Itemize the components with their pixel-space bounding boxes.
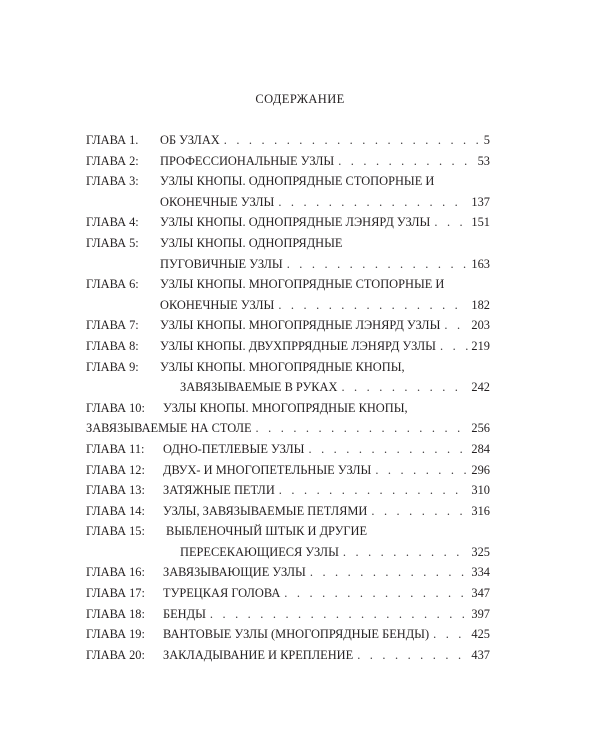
page-number: 347 [471, 586, 490, 601]
toc-entry-3 [86, 171, 490, 192]
chapter-title: ТУРЕЦКАЯ ГОЛОВА [163, 586, 281, 601]
toc-entry-19 [86, 624, 490, 645]
toc-entry-13 [86, 480, 490, 501]
page-number: 53 [477, 153, 490, 168]
chapter-label: ГЛАВА 20: [86, 647, 145, 662]
chapter-title: ВАНТОВЫЕ УЗЛЫ (МНОГОПРЯДНЫЕ БЕНДЫ) [163, 627, 430, 642]
toc-entry-6-continued [86, 295, 490, 316]
chapter-label: ГЛАВА 2: [86, 153, 139, 168]
toc-entry-8 [86, 336, 490, 357]
chapter-title: УЗЛЫ КНОПЫ. ОДНОПРЯДНЫЕ [160, 235, 343, 250]
page-number: 334 [471, 565, 490, 580]
toc-entry-10 [86, 398, 490, 419]
page-number: 256 [471, 421, 490, 436]
chapter-label: ГЛАВА 4: [86, 215, 139, 230]
chapter-label: ГЛАВА 8: [86, 338, 139, 353]
dot-leader [375, 460, 468, 481]
toc-entry-10-continued [86, 418, 490, 439]
chapter-title-continued: ЗАВЯЗЫВАЕМЫЕ НА СТОЛЕ [86, 421, 252, 436]
chapter-title-continued: ЗАВЯЗЫВАЕМЫЕ В РУКАХ [180, 380, 338, 395]
page-number: 242 [471, 380, 490, 395]
dot-leader [224, 130, 481, 151]
toc-entry-17 [86, 583, 490, 604]
toc-entry-11 [86, 439, 490, 460]
chapter-label: ГЛАВА 11: [86, 441, 145, 456]
dot-leader [256, 418, 469, 439]
page-number: 203 [471, 318, 490, 333]
toc-entry-18 [86, 604, 490, 625]
toc-entry-6 [86, 274, 490, 295]
dot-leader [341, 377, 468, 398]
chapter-label: ГЛАВА 15: [86, 524, 145, 539]
chapter-title: ВЫБЛЕНОЧНЫЙ ШТЫК И ДРУГИЕ [166, 524, 368, 539]
page-number: 5 [483, 133, 490, 147]
toc-entry-9 [86, 357, 490, 378]
toc-entry-15 [86, 521, 490, 542]
chapter-title: БЕНДЫ [163, 606, 206, 621]
dot-leader [440, 336, 468, 357]
dot-leader [287, 254, 469, 275]
chapter-label: ГЛАВА 16: [86, 565, 145, 580]
dot-leader [444, 315, 468, 336]
chapter-title-continued: ОКОНЕЧНЫЕ УЗЛЫ [160, 297, 275, 312]
chapter-label: ГЛАВА 5: [86, 235, 139, 250]
chapter-title: ПРОФЕССИОНАЛЬНЫЕ УЗЛЫ [160, 153, 335, 168]
chapter-label: ГЛАВА 3: [86, 174, 139, 189]
chapter-title: УЗЛЫ КНОПЫ. МНОГОПРЯДНЫЕ КНОПЫ, [163, 400, 408, 415]
page-number: 325 [471, 544, 490, 559]
toc-title: СОДЕРЖАНИЕ [255, 92, 345, 106]
page-number: 397 [471, 606, 490, 621]
chapter-label: ГЛАВА 12: [86, 462, 145, 477]
chapter-title-continued: ПУГОВИЧНЫЕ УЗЛЫ [160, 256, 283, 271]
dot-leader [279, 480, 469, 501]
toc-entry-5-continued [86, 254, 490, 275]
chapter-title: УЗЛЫ КНОПЫ. ОДНОПРЯДНЫЕ СТОПОРНЫЕ И [160, 174, 435, 189]
dot-leader [338, 151, 474, 172]
dot-leader [357, 645, 468, 666]
chapter-label: ГЛАВА 18: [86, 606, 145, 621]
dot-leader [284, 583, 468, 604]
page-number: 182 [471, 297, 490, 312]
dot-leader [278, 295, 468, 316]
chapter-title: УЗЛЫ КНОПЫ. МНОГОПРЯДНЫЕ ЛЭНЯРД УЗЛЫ [160, 318, 441, 333]
chapter-label: ГЛАВА 7: [86, 318, 139, 333]
page-number: 425 [471, 627, 490, 642]
page-number: 219 [471, 338, 490, 353]
page-number: 310 [471, 483, 490, 498]
dot-leader [371, 501, 468, 522]
chapter-title: ЗАКЛАДЫВАНИЕ И КРЕПЛЕНИЕ [163, 647, 354, 662]
toc-entry-20 [86, 645, 490, 666]
page-number: 437 [471, 647, 490, 662]
page-number: 163 [471, 256, 490, 271]
table-of-contents [86, 130, 490, 665]
toc-entry-3-continued [86, 192, 490, 213]
chapter-title-continued: ПЕРЕСЕКАЮЩИЕСЯ УЗЛЫ [180, 544, 339, 559]
dot-leader [278, 192, 468, 213]
toc-entry-4 [86, 212, 490, 233]
dot-leader [210, 604, 469, 625]
chapter-label: ГЛАВА 19: [86, 627, 145, 642]
toc-entry-5 [86, 233, 490, 254]
chapter-title: УЗЛЫ КНОПЫ. ОДНОПРЯДНЫЕ ЛЭНЯРД УЗЛЫ [160, 215, 431, 230]
toc-entry-12 [86, 460, 490, 481]
chapter-title: ОДНО-ПЕТЛЕВЫЕ УЗЛЫ [163, 441, 305, 456]
page-number: 137 [471, 194, 490, 209]
dot-leader [434, 212, 468, 233]
chapter-label: ГЛАВА 6: [86, 277, 139, 292]
chapter-label: ГЛАВА 1. [86, 133, 139, 147]
toc-entry-7 [86, 315, 490, 336]
chapter-title: УЗЛЫ КНОПЫ. МНОГОПРЯДНЫЕ КНОПЫ, [160, 359, 405, 374]
dot-leader [343, 542, 469, 563]
toc-entry-9-continued [86, 377, 490, 398]
chapter-title: УЗЛЫ, ЗАВЯЗЫВАЕМЫЕ ПЕТЛЯМИ [163, 503, 368, 518]
chapter-title: ДВУХ- И МНОГОПЕТЕЛЬНЫЕ УЗЛЫ [163, 462, 372, 477]
chapter-label: ГЛАВА 13: [86, 483, 145, 498]
page-number: 284 [471, 441, 490, 456]
dot-leader [310, 562, 469, 583]
chapter-label: ГЛАВА 9: [86, 359, 139, 374]
toc-entry-15-continued [86, 542, 490, 563]
chapter-label: ГЛАВА 17: [86, 586, 145, 601]
chapter-title: ОБ УЗЛАХ [160, 133, 220, 147]
dot-leader [433, 624, 468, 645]
chapter-title: УЗЛЫ КНОПЫ. МНОГОПРЯДНЫЕ СТОПОРНЫЕ И [160, 277, 445, 292]
chapter-label: ГЛАВА 14: [86, 503, 145, 518]
chapter-title: ЗАТЯЖНЫЕ ПЕТЛИ [163, 483, 275, 498]
dot-leader [308, 439, 468, 460]
toc-entry-14 [86, 501, 490, 522]
chapter-title: ЗАВЯЗЫВАЮЩИЕ УЗЛЫ [163, 565, 306, 580]
chapter-title-continued: ОКОНЕЧНЫЕ УЗЛЫ [160, 194, 275, 209]
chapter-title: УЗЛЫ КНОПЫ. ДВУХПРРЯДНЫЕ ЛЭНЯРД УЗЛЫ [160, 338, 436, 353]
toc-entry-1 [86, 130, 490, 151]
chapter-label: ГЛАВА 10: [86, 400, 145, 415]
page-number: 296 [471, 462, 490, 477]
page-number: 316 [471, 503, 490, 518]
page-number: 151 [471, 215, 490, 230]
toc-entry-16 [86, 562, 490, 583]
toc-entry-2 [86, 151, 490, 172]
